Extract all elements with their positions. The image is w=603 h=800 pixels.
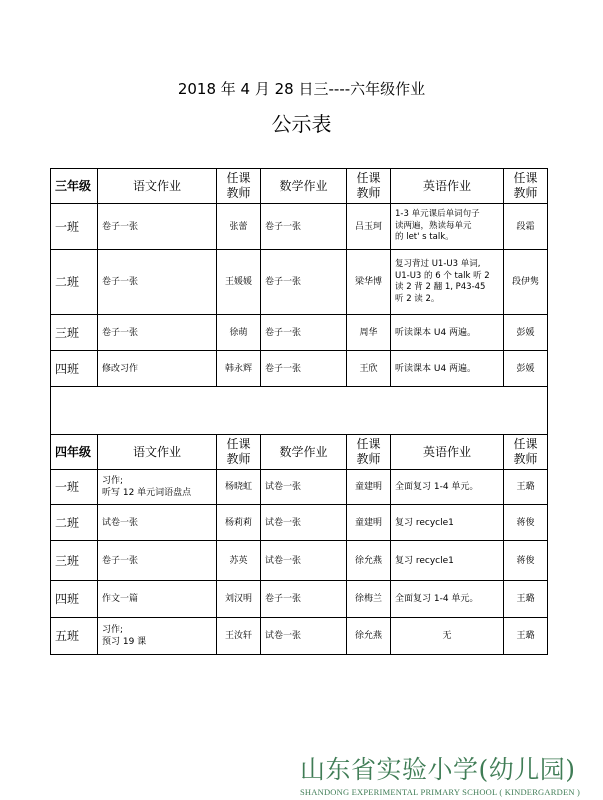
english-homework [391,618,504,655]
chinese-teacher: 王媛媛 [217,250,261,315]
table-row [51,250,548,315]
chinese-homework [98,351,217,387]
teacher-header-line: 教师 [513,452,538,466]
teacher-header-line: 教师 [356,452,381,466]
math-homework: 卷子一张 [261,315,347,351]
chinese-homework [98,581,217,618]
header-row [51,435,548,470]
class-name: 一班 [51,204,98,250]
english-homework [391,351,504,387]
teacher-header [217,435,261,470]
english-teacher: 蒋俊 [504,505,548,541]
class-name: 二班 [51,505,98,541]
english-homework [391,204,504,250]
math-teacher: 徐允燕 [347,541,391,581]
class-name: 五班 [51,618,98,655]
english-teacher: 王璐 [504,470,548,505]
chinese-homework-line: 习作; [102,476,124,486]
math-homework: 试卷一张 [261,470,347,505]
class-name: 二班 [51,250,98,315]
teacher-header-line: 任课 [356,171,381,185]
spacer-row [51,387,548,435]
math-homework: 卷子一张 [261,581,347,618]
english-homework [391,505,504,541]
math-teacher: 梁华博 [347,250,391,315]
chinese-teacher: 刘汉明 [217,581,261,618]
chinese-homework-line: 卷子一张 [102,277,139,287]
english-homework-line: 无 [442,631,452,641]
math-teacher: 童建明 [347,505,391,541]
chinese-homework-line: 作文一篇 [102,594,139,604]
teacher-header-line: 教师 [226,452,251,466]
table-row [51,541,548,581]
chinese-homework [98,505,217,541]
chinese-homework [98,315,217,351]
english-homework [391,315,504,351]
chinese-homework-line: 听写 12 单元词语盘点 [102,488,192,498]
homework-table [50,168,548,655]
chinese-teacher: 张蕾 [217,204,261,250]
chinese-homework-line: 卷子一张 [102,221,139,232]
header-row [51,169,548,204]
english-teacher: 王璐 [504,618,548,655]
english-homework-line: 复习 recycle1 [395,555,454,566]
english-homework-line: 听读课本 U4 两遍。 [395,327,477,338]
english-homework-line: 听 2 读 2。 [395,293,440,304]
teacher-header-line: 任课 [226,437,251,451]
math-header: 数学作业 [261,435,347,470]
teacher-header [504,169,548,204]
chinese-homework [98,541,217,581]
table-row [51,618,548,655]
class-name: 四班 [51,581,98,618]
english-homework-line: U1-U3 的 6 个 talk 听 2 [395,270,490,281]
math-homework: 试卷一张 [261,618,347,655]
english-homework [391,250,504,315]
teacher-header-line: 任课 [513,171,538,185]
english-homework-line: 的 let' s talk。 [395,232,454,243]
math-homework: 试卷一张 [261,541,347,581]
chinese-homework [98,250,217,315]
chinese-header: 语文作业 [98,435,217,470]
teacher-header-line: 教师 [513,186,538,200]
english-teacher: 蒋俊 [504,541,548,581]
math-header: 数学作业 [261,169,347,204]
table-row [51,505,548,541]
chinese-teacher: 苏英 [217,541,261,581]
chinese-homework-line: 修改习作 [102,363,139,374]
math-teacher: 徐梅兰 [347,581,391,618]
page-title: 2018 年 4 月 28 日三----六年级作业 [177,80,426,98]
teacher-header [217,169,261,204]
english-header: 英语作业 [391,169,504,204]
chinese-teacher: 杨晓虹 [217,470,261,505]
chinese-homework-line: 试卷一张 [102,517,139,528]
teacher-header-line: 教师 [226,186,251,200]
english-teacher: 彭媛 [504,351,548,387]
teacher-header [504,435,548,470]
english-homework-line: 1-3 单元课后单词句子 [395,209,480,220]
math-homework: 卷子一张 [261,204,347,250]
page-subtitle: 公示表 [271,112,332,136]
table-row [51,315,548,351]
table-row [51,470,548,505]
english-teacher: 彭媛 [504,315,548,351]
table-row [51,204,548,250]
grade-label: 三年级 [51,169,98,204]
english-homework-line: 全面复习 1-4 单元。 [395,482,479,492]
chinese-teacher: 王汝轩 [217,618,261,655]
math-teacher: 王欣 [347,351,391,387]
table-row [51,581,548,618]
chinese-teacher: 徐萌 [217,315,261,351]
spacer-cell [51,387,548,435]
chinese-teacher: 韩永辉 [217,351,261,387]
chinese-homework [98,470,217,505]
math-teacher: 徐允燕 [347,618,391,655]
teacher-header-line: 教师 [356,186,381,200]
class-name: 一班 [51,470,98,505]
class-name: 三班 [51,315,98,351]
chinese-homework-line: 预习 19 课 [102,637,147,647]
english-teacher: 段伊隽 [504,250,548,315]
english-homework [391,581,504,618]
teacher-header-line: 任课 [226,171,251,185]
english-teacher: 段霜 [504,204,548,250]
english-homework [391,541,504,581]
english-homework-line: 全面复习 1-4 单元。 [395,594,479,604]
math-teacher: 童建明 [347,470,391,505]
chinese-homework [98,618,217,655]
chinese-homework-line: 卷子一张 [102,555,139,566]
english-header: 英语作业 [391,435,504,470]
math-teacher: 吕玉珂 [347,204,391,250]
class-name: 三班 [51,541,98,581]
school-logo-chinese: 山东省实验小学(幼儿园) [300,755,576,784]
teacher-header [347,435,391,470]
school-logo-english: SHANDONG EXPERIMENTAL PRIMARY SCHOOL ( KINDERGARDEN ) [300,787,581,797]
english-homework-line: 读两遍，熟读每单元 [395,220,472,231]
teacher-header-line: 任课 [356,437,381,451]
table-row [51,351,548,387]
chinese-homework-line: 习作; [102,625,124,635]
chinese-homework-line: 卷子一张 [102,327,139,338]
english-homework-line: 复习背过 U1-U3 单词, [395,259,481,269]
math-teacher: 周华 [347,315,391,351]
math-homework: 试卷一张 [261,505,347,541]
chinese-homework [98,204,217,250]
english-homework-line: 听读课本 U4 两遍。 [395,363,477,374]
teacher-header [347,169,391,204]
class-name: 四班 [51,351,98,387]
english-homework-line: 读 2 背 2 翻 1, P43-45 [395,282,486,292]
english-homework [391,470,504,505]
teacher-header-line: 任课 [513,437,538,451]
english-homework-line: 复习 recycle1 [395,517,454,528]
school-logo [300,750,603,797]
chinese-header: 语文作业 [98,169,217,204]
math-homework: 卷子一张 [261,250,347,315]
math-homework: 卷子一张 [261,351,347,387]
english-teacher: 王璐 [504,581,548,618]
chinese-teacher: 杨莉莉 [217,505,261,541]
grade-label: 四年级 [51,435,98,470]
